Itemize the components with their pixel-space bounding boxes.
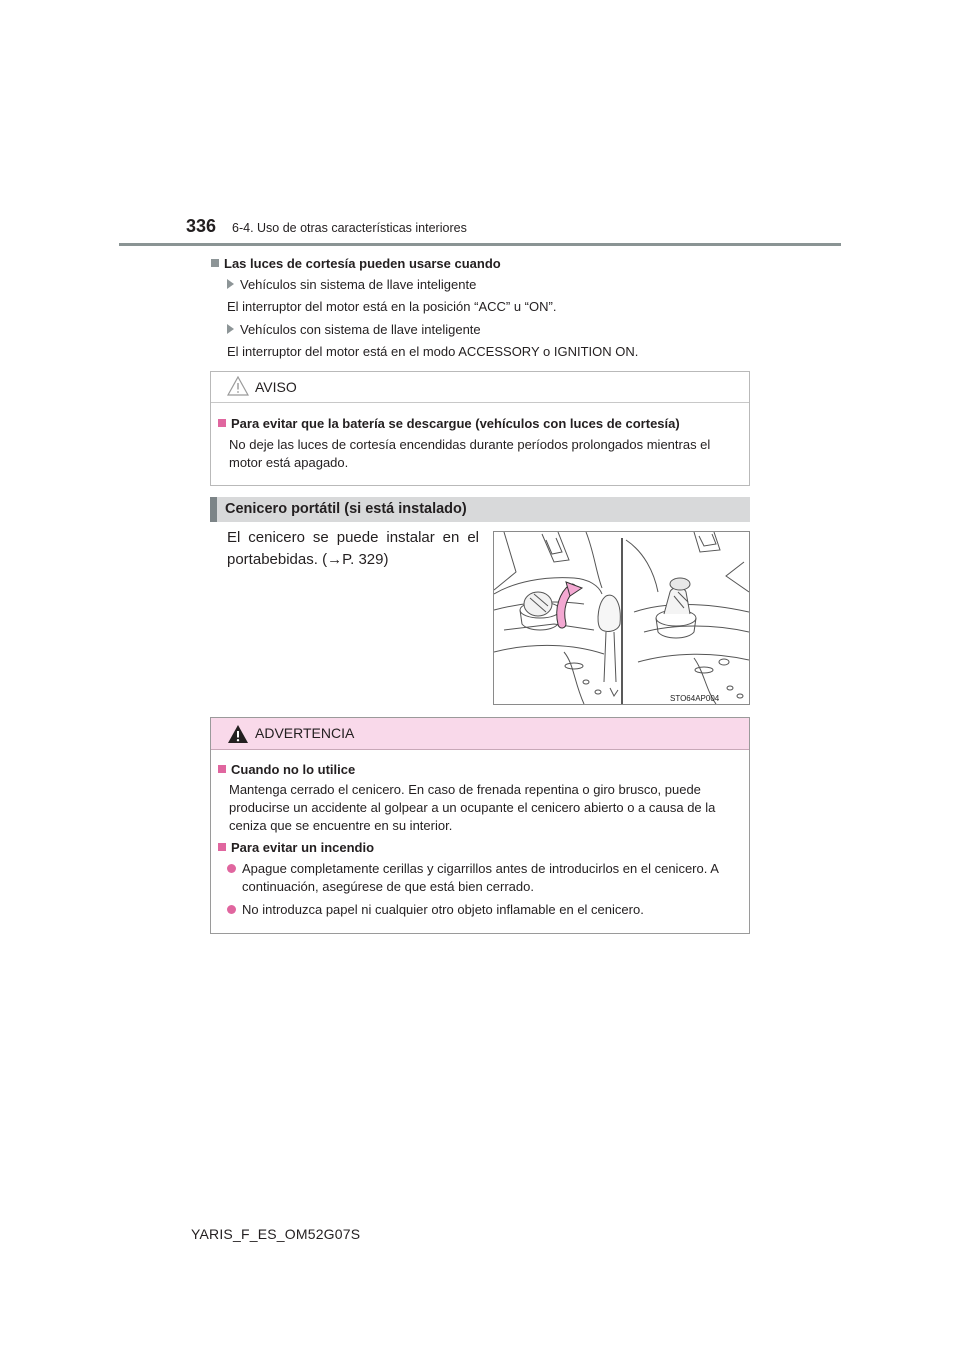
ashtray-drawing <box>494 532 749 704</box>
triangle-bullet-icon <box>227 324 234 334</box>
document-code: YARIS_F_ES_OM52G07S <box>191 1226 361 1242</box>
aviso-box <box>210 371 750 486</box>
square-bullet-icon <box>218 843 226 851</box>
ashtray-text <box>227 527 479 571</box>
advertencia-header <box>211 718 749 750</box>
advertencia-bullet: Apague completamente cerillas y cigarrillos antes de introducirlos en el cenicero. A <box>227 860 719 878</box>
advertencia-text-line: ceniza que se encuentre en su interior. <box>229 818 453 833</box>
advertencia-text-line: Mantenga cerrado el cenicero. En caso de frenada repentina o giro brusco, puede <box>229 782 701 797</box>
heading-accent <box>210 497 217 522</box>
aviso-heading: Para evitar que la batería se descargue (vehículos con luces de cortesía) <box>218 415 680 433</box>
ashtray-text-line: portabebidas. (→P. 329) <box>227 551 389 568</box>
condition-item: Vehículos con sistema de llave inteligente <box>227 321 481 339</box>
square-bullet-icon <box>218 419 226 427</box>
ashtray-text-line: El cenicero se puede instalar en el <box>227 529 479 546</box>
advertencia-item-heading: Para evitar un incendio <box>218 839 374 857</box>
ashtray-heading-bar <box>210 497 750 522</box>
aviso-text-line: No deje las luces de cortesía encendidas durante períodos prolongados mientras el <box>229 437 711 452</box>
aviso-text-line: motor está apagado. <box>229 455 349 470</box>
condition-item: Vehículos sin sistema de llave inteligente <box>227 276 476 294</box>
square-bullet-icon <box>218 765 226 773</box>
advertencia-box <box>210 717 750 934</box>
advertencia-text-line: continuación, asegúrese de que está bien cerrado. <box>242 879 534 894</box>
advertencia-text-line: producirse un accidente al golpear a un ocupante el cenicero abierto o a causa de la <box>229 800 716 815</box>
aviso-header <box>211 372 749 403</box>
triangle-bullet-icon <box>227 279 234 289</box>
page-number: 336 <box>186 216 217 236</box>
courtesy-lights-heading: Las luces de cortesía pueden usarse cuando <box>211 255 501 273</box>
advertencia-item-heading: Cuando no lo utilice <box>218 761 355 779</box>
advertencia-bullet: No introduzca papel ni cualquier otro objeto inflamable en el cenicero. <box>227 901 644 919</box>
section-title: 6-4. Uso de otras características interiores <box>232 221 467 235</box>
image-code: STO64AP004 <box>670 694 720 703</box>
round-bullet-icon <box>227 905 236 914</box>
ashtray-title: Cenicero portátil (si está instalado) <box>225 501 467 517</box>
advertencia-label: ADVERTENCIA <box>255 725 355 741</box>
condition-text: El interruptor del motor está en la posición “ACC” u “ON”. <box>227 299 557 314</box>
header-rule <box>119 243 841 246</box>
round-bullet-icon <box>227 864 236 873</box>
warning-outline-icon <box>227 376 249 396</box>
ashtray-illustration <box>493 531 750 705</box>
condition-text: El interruptor del motor está en el modo ACCESSORY o IGNITION ON. <box>227 344 639 359</box>
square-bullet-icon <box>211 259 219 267</box>
warning-icon <box>227 724 249 744</box>
aviso-label: AVISO <box>255 379 297 395</box>
